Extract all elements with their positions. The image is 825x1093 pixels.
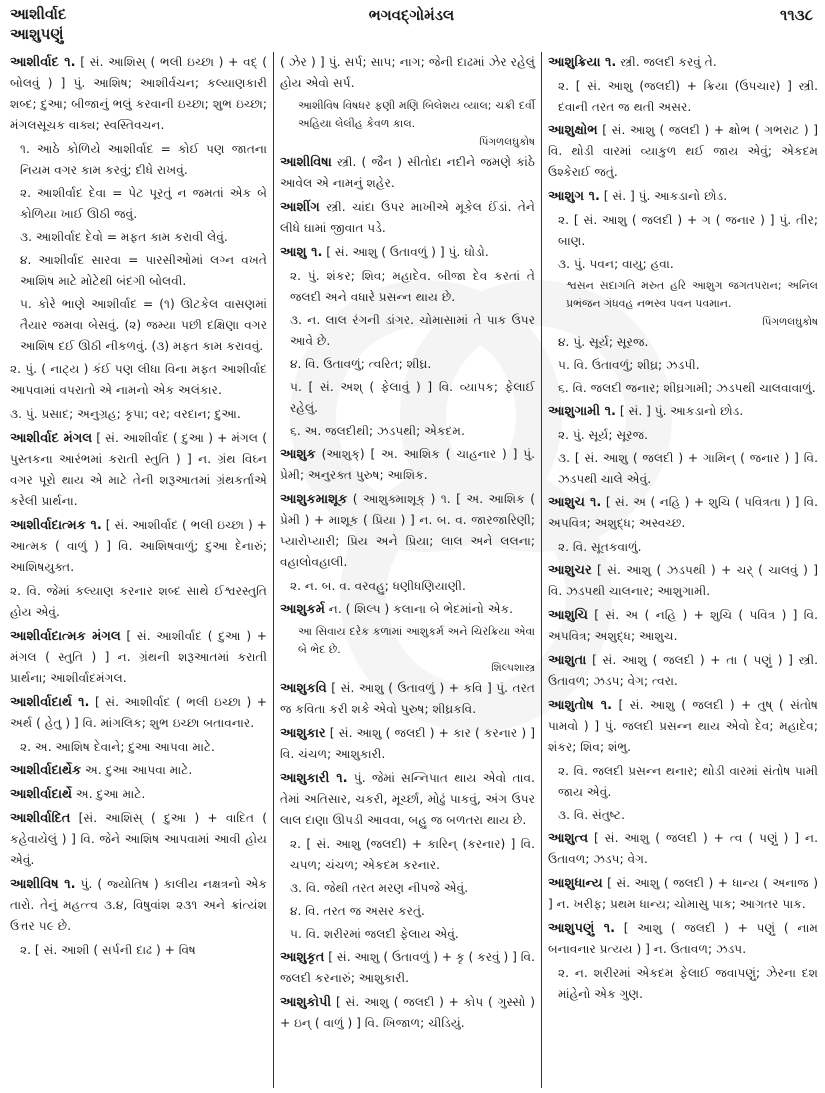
sense-definition: ૫. વિ. ઉતાવળું; શીઘ્ર; ઝડપી. <box>558 358 700 372</box>
dictionary-entry <box>280 444 535 486</box>
page-number: ૧૧૩૮ <box>780 6 813 24</box>
definition-text: પું. ( જ્યોતિષ ) કાલીય નક્ષત્રનો એક તારો. તેનું મહત્ત્વ ૩.૪, વિષુવાંશ ૨૩૧ અને ક્રાંત્યંશ ઉત્તર ૫૯ છે. <box>10 877 268 933</box>
headword: આશુપણું ૧. <box>548 921 616 936</box>
sense-definition: ૫. કોરે ભાણે આશીર્વાદ = (૧) ઊટકેલ વાસણમાં તૈયાર જમવા બેસવું. (૨) જમ્યા પછી દક્ષિણા વગર આશિષ દઈ ઊઠી નીકળવું. (૩) મફત કામ કરાવવું. <box>20 297 267 353</box>
sense-definition: ૩. પું. પવન; વાયુ; હવા. <box>558 257 674 271</box>
page-header <box>10 4 813 50</box>
headword: આશીર્વાદ મંગલ <box>10 431 93 446</box>
dictionary-entry <box>10 808 267 871</box>
sense-definition: ૪. પું. સૂર્ય; સૂરજ. <box>558 335 649 349</box>
headword: આશુતા <box>548 653 587 668</box>
sense-definition: ૨. ન. શરીરમાં એકદમ ફેલાઈ જવાપણું; ઝેરના દશ માંહેનો એક ગુણ. <box>558 966 818 1001</box>
dictionary-entry <box>10 515 267 578</box>
headword: આશુકારી ૧. <box>280 771 348 786</box>
dictionary-entry <box>280 489 535 573</box>
definition-text: [ સં. આશીર્વાદ ( દુઆ ) + મંગલ ( સ્તુતિ ) ] ન. ગ્રંથની શરૂઆતમાં કરાતી પ્રાર્થના; આશીર્વાદમંગલ. <box>10 629 267 685</box>
headword: આશુત્વ <box>548 831 589 846</box>
dictionary-entry <box>280 723 535 765</box>
dictionary-entry <box>548 401 818 422</box>
headword: આશુગ ૧. <box>548 189 600 204</box>
sense-definition: ૪. વિ. તરત જ અસર કરતું. <box>290 904 425 918</box>
headword: આશુ ૧. <box>280 245 323 260</box>
sense-definition: ૩. ન. લાલ રંગની ડાંગર. ચોમાસામાં તે પાક ઉપર આવે છે. <box>290 313 535 348</box>
dictionary-columns <box>8 52 820 1088</box>
headword: આશીર્વાદાર્થેક <box>10 763 82 778</box>
sense-definition: ૧. આઠે કોળિયે આશીર્વાદ = કોઈ પણ જાતના નિયમ વગર કામ કરવું; દીધે રાખવું. <box>20 142 267 177</box>
headword: આશીર્વાદાર્થે <box>10 787 72 802</box>
column-right <box>542 52 820 1088</box>
dictionary-entry <box>280 52 535 94</box>
sense-definition: ૨. વિ. જલદી પ્રસન્ન થનાર; થોડી વારમાં સંતોષ પામી જાય એવું. <box>558 764 818 799</box>
dictionary-entry <box>280 678 535 720</box>
headword: આશુક <box>280 447 316 462</box>
headword: આશુકમાશૂક <box>280 492 348 507</box>
definition-text: [ સં. આશુ ( જલદી ) + તુષ્ ( સંતોષ પામવો ) ] પું. જલદી પ્રસન્ન થાય એવો દેવ; મહાદેવ; શંકર; શિવ; શંભુ. <box>548 698 818 754</box>
sense-definition: ૬. અ. જલદીથી; ઝડપથી; એકદમ. <box>290 424 465 438</box>
dictionary-entry <box>280 947 535 989</box>
citation-source: પિંગળલઘુકોષ <box>479 136 535 148</box>
headword: આશુગામી ૧. <box>548 404 616 419</box>
dictionary-entry <box>10 52 267 136</box>
definition-text: [ સં. આશુ ( જલદી ) + ત્વ ( પણું ) ] ન. ઉતાવળ; ઝડપ; વેગ. <box>548 831 818 866</box>
book-title: ભગવદ્ગોમંડલ <box>368 6 455 24</box>
dictionary-entry <box>280 152 535 194</box>
definition-text: [ સં. આશુ ( ઉતાવળું ) + કૃ ( કરવું ) ] વિ. જલદી કરનારું; આશુકારી. <box>280 950 535 985</box>
definition-text: [ સં. આશુ ( જલદી ) + ધાન્ય ( અનાજ ) ] ન. ખરીફ; પ્રથમ ધાન્ય; ચોમાસુ પાક; આગતર પાક. <box>548 876 818 911</box>
headword: આશુધાન્ય <box>548 876 603 891</box>
sense-definition: ૨. [ સં. આશુ (જલદી) + ક્રિયા (ઉપચાર) ] સ્ત્રી. દવાની તરત જ થતી અસર. <box>558 79 818 114</box>
definition-text: ( આશુક્માશૂક્ ) ૧. [ અ. આશિક ( પ્રેમી ) + માશૂક ( પ્રિયા ) ] ન. બ. વ. જારજારિણી; પ્યારોપ્યારી; પ્રિય અને પ્રિયા; લાલ અને લલના; વહાલોવહાલી. <box>280 492 535 569</box>
column-middle <box>274 52 542 1088</box>
definition-text: સ્ત્રી. ચાંદા ઉપર માખીએ મૂકેલ ઈંડાં. તેને લીધે ઘામાં જીવાત પડે. <box>280 200 535 235</box>
sense-definition: ૨. આશીર્વાદ દેવા = પેટ પૂરતું ન જમતાં એક બે કોળિયા ખાઈ ઊઠી જવું. <box>20 186 267 221</box>
sense-definition: ૨. ન. બ. વ. વરવહુ; ધણીધણિયાણી. <box>290 579 466 593</box>
headword: આશીંગ <box>280 200 320 215</box>
dictionary-entry <box>548 186 818 207</box>
dictionary-entry <box>548 873 818 915</box>
definition-text: [ આશુ ( જલદી ) + પણું ( નામ બનાવનાર પ્રત્યય ) ] ન. ઉતાવળ; ઝડપ. <box>548 921 818 956</box>
citation-source: શિલ્પશાસ્ત્ર <box>491 662 535 674</box>
dictionary-entry <box>10 874 267 937</box>
definition-text: અ. દુઆ માટે. <box>71 787 146 801</box>
sense-definition: ૨. પું. સૂર્ય; સૂરજ. <box>558 428 648 442</box>
sense-definition: ૨. પું. શંકર; શિવ; મહાદેવ. બીજા દેવ કરતાં તે જલદી અને વધારે પ્રસન્ન થાય છે. <box>290 269 535 304</box>
dictionary-entry <box>280 242 535 263</box>
dictionary-entry <box>10 581 267 623</box>
dictionary-entry <box>280 197 535 239</box>
definition-text: [સં. આશિસ્ ( દુઆ ) + વાદિત ( કહેવાયેલું ) ] વિ. જેને આશિષ આપવામાં આવી હોય એવું. <box>10 811 267 867</box>
sense-definition: ૪. આશીર્વાદ સારવા = પારસીઓમાં લગ્ન વખતે આશિષ માટે મોટેથી બંદગી બોલવી. <box>20 253 267 288</box>
definition-text: [ સં. ] પું. આકડાનો છોડ. <box>599 189 728 203</box>
dictionary-entry <box>280 768 535 831</box>
definition-text: [ સં. આશુ ( જલદી ) + કાર ( કરનાર ) ] વિ. ચંચળ; આશુકારી. <box>280 726 535 761</box>
dictionary-entry <box>548 560 818 602</box>
dictionary-entry <box>10 626 267 689</box>
dictionary-entry <box>548 828 818 870</box>
definition-text: [ સં. આશિસ્ ( ભલી ઇચ્છા ) + વદ્ ( બોલવું ) ] પું. આશિષ; આશીર્વચન; કલ્યાણકારી શબ્દ; દુઆ; બીજાનું ભલું કરવાની ઇચ્છા; શુભ ઇચ્છા; મંગલસૂચક વાક્ય; સ્વસ્તિવચન. <box>10 55 267 132</box>
citation-source: પિંગળલઘુકોષ <box>762 316 818 328</box>
definition-text: [ સં. આશુ ( જલદી ) + ક્ષોભ ( ગભરાટ ) ] વિ. થોડી વારમાં વ્યાકુળ થઈ જાય એવું; એકદમ ઉશ્કેરાઈ જતું. <box>548 123 818 179</box>
dictionary-entry <box>548 918 818 960</box>
definition-text: ( ઝેર ) ] પું. સર્પ; સાપ; નાગ; જેની દાઢમાં ઝેર રહેલું હોય એવો સર્પ. <box>280 55 535 90</box>
headword: આશીર્વાદ ૧. <box>10 55 76 70</box>
sense-definition: ૫. વિ. શરીરમાં જલદી ફેલાય એવું. <box>290 927 459 941</box>
sense-definition: ૩. [ સં. આશુ ( જલદી ) + ગામિન્ ( જનાર ) ] વિ. ઝડપથી ચાલે એવું. <box>558 451 818 486</box>
guide-word-first: આશીર્વાદ <box>10 5 67 23</box>
headword: આશીર્વાદાત્મક ૧. <box>10 518 102 533</box>
headword: આશુકોપી <box>280 995 332 1010</box>
sense-definition: ૨. વિ. સૂતકવાળું. <box>558 540 642 554</box>
headword: આશુચિ <box>548 608 588 623</box>
dictionary-entry <box>10 760 267 781</box>
dictionary-entry <box>280 599 535 620</box>
definition-text: [ સં. આશીર્વાદ ( ભલી ઇચ્છા ) + અર્થ ( હેતુ ) ] વિ. માંગલિક; શુભ ઇચ્છા બતાવનાર. <box>10 695 267 730</box>
headword: આશીર્વાદાત્મક મંગલ <box>10 629 121 644</box>
headword: આશીવિષ ૧. <box>10 877 76 892</box>
headword: આશુક્ષોભ <box>548 123 598 138</box>
headword: આશુક્રિયા ૧. <box>548 55 617 70</box>
dictionary-entry <box>10 404 267 425</box>
headword: આશુતોષ ૧. <box>548 698 613 713</box>
dictionary-entry <box>10 428 267 512</box>
definition-text: [ સં. ] પું. આકડાનો છોડ. <box>615 404 744 418</box>
sense-definition: ૪. વિ. ઉતાવળું; ત્વરિત; શીઘ્ર. <box>290 357 432 371</box>
citation-quote: શ્વસન સદાગતિ મરુત હરિ આશુગ જગતપરાન; અનિલ પ્રભંજન ગંધવહ નભસ્વ પવન પવમાન. <box>566 279 818 310</box>
definition-text: [ સં. આશુ ( જલદી ) + તા ( પણું ) ] સ્ત્રી. ઉતાવળ; ઝડપ; વેગ; ત્વરા. <box>548 653 818 688</box>
column-left <box>8 52 274 1088</box>
sense-definition: ૩. વિ. સંતુષ્ટ. <box>558 808 626 822</box>
definition-text: (આશુક્) [ અ. આશિક ( ચાહનાર ) ] પું. પ્રેમી; અનુરક્ત પુરુષ; આશિક. <box>280 447 535 482</box>
dictionary-entry <box>548 650 818 692</box>
guide-word-last: આશુપણું <box>10 25 64 43</box>
citation-quote: આ સિવાય દરેક કળામાં આશુકર્મ અને ચિરક્રિયા એવા બે ભેદ છે. <box>298 625 535 656</box>
dictionary-entry <box>548 695 818 758</box>
headword: આશુચ ૧. <box>548 495 602 510</box>
dictionary-entry <box>548 492 818 534</box>
headword: આશીર્વાદાર્થ ૧. <box>10 695 90 710</box>
headword: આશીવિષા <box>280 155 332 170</box>
headword: આશીર્વાદિત <box>10 811 71 826</box>
sense-definition: ૨. [ સં. આશી ( સર્પની દાઢ ) + વિષ <box>20 943 196 957</box>
definition-text: ૩. પું. પ્રસાદ; અનુગ્રહ; કૃપા; વર; વરદાન; દુઆ. <box>10 407 241 421</box>
dictionary-entry <box>10 692 267 734</box>
definition-text: ૨. વિ. જેમાં કલ્યાણ કરનાર શબ્દ સાથે ઈશ્વરસ્તુતિ હોય એવું. <box>10 584 267 619</box>
headword: આશુકાર <box>280 726 326 741</box>
definition-text: સ્ત્રી. જલદી કરવું તે. <box>616 55 717 69</box>
sense-definition: ૨. [ સં. આશુ ( જલદી ) + ગ ( જનાર ) ] પું. તીર; બાણ. <box>558 213 818 248</box>
dictionary-entry <box>548 120 818 183</box>
definition-text: ન. ( શિલ્પ ) કલાના બે ભેદમાંનો એક. <box>324 602 514 616</box>
dictionary-entry <box>10 784 267 805</box>
dictionary-entry <box>280 992 535 1034</box>
headword: આશુકર્મ <box>280 602 325 617</box>
definition-text: [ સં. આશીર્વાદ ( ભલી ઇચ્છા ) + આત્મક ( વાળું ) ] વિ. આશિષવાળું; દુઆ દેનારું; આશિષયુક્ત. <box>10 518 267 574</box>
headword: આશુકૃત <box>280 950 325 965</box>
definition-text: સ્ત્રી. ( જૈન ) સીતોદા નદીને જમણે કાંઠે આવેલ એ નામનું શહેર. <box>280 155 535 190</box>
definition-text: [ સં. આશુ ( ઉતાવળું ) ] પું. ઘોડો. <box>322 245 489 259</box>
definition-text: અ. દુઆ આપવા માટે. <box>81 763 193 777</box>
dictionary-entry <box>548 605 818 647</box>
definition-text: [ સં. આશીર્વાદ ( દુઆ ) + મંગલ ( પુસ્તકના આરંભમાં કરાતી સ્તુતિ ) ] ન. ગ્રંથ વિઘ્ન વગર પૂરો થાય એ માટે તેની શરૂઆતમાં ગ્રંથકર્તાએ કરેલી પ્રાર્થના. <box>10 431 267 508</box>
headword: આશુચર <box>548 563 592 578</box>
definition-text: [ સં. આશુ ( જલદી ) + કોપ ( ગુસ્સો ) + ઇન્ ( વાળું ) ] વિ. ખિજાળ; ચીડિયું. <box>280 995 535 1030</box>
sense-definition: ૩. વિ. જેથી તરત મરણ નીપજે એવું. <box>290 881 469 895</box>
definition-text: [ સં. આશુ ( ઉતાવળું ) + કવિ ] પું. તરત જ કવિતા કરી શકે એવો પુરુષ; શીઘ્રકવિ. <box>280 681 535 716</box>
definition-text: [ સં. અ ( નહિ ) + શુચિ ( પવિત્રતા ) ] વિ. અપવિત્ર; અશુદ્ધ; અસ્વચ્છ. <box>548 495 818 530</box>
sense-definition: ૩. આશીર્વાદ દેવો = મફત કામ કરાવી લેવું. <box>20 230 228 244</box>
headword: આશુકવિ <box>280 681 327 696</box>
sense-definition: ૨. અ. આશિષ દેવાને; દુઆ આપવા માટે. <box>20 740 215 754</box>
sense-definition: ૨. [ સં. આશુ (જલદી) + કારિન્ (કરનાર) ] વિ. ચપળ; ચંચળ; એકદમ કરનાર. <box>290 837 535 872</box>
dictionary-entry <box>548 52 818 73</box>
definition-text: [ સં. અ ( નહિ ) + શુચિ ( પવિત્ર ) ] વિ. અપવિત્ર; અશુદ્ધ; આશુચ. <box>548 608 818 643</box>
sense-definition: ૫. [ સં. અશ્ ( ફેલાવું ) ] વિ. વ્યાપક; ફેલાઈ રહેલું. <box>290 380 535 415</box>
definition-text: ૨. પું. ( નાટ્ય ) કંઈ પણ લીધા વિના મફત આશીર્વાદ આપવામાં વપરાતો એ નામનો એક અલંકાર. <box>10 362 267 397</box>
sense-definition: ૬. વિ. જલદી જનાર; શીઘ્રગામી; ઝડપથી ચાલવાવાળું. <box>558 381 816 395</box>
definition-text: પું. જેમાં સન્નિપાત થાય એવો તાવ. તેમાં અતિસાર, ચકરી, મૂર્ચ્છા, મોઢું પાકવું, અંગ ઉપર લાલ દાણા ઊપડી આવવા, બહુ જ બળતરા થાય છે. <box>280 771 535 827</box>
definition-text: [ સં. આશુ ( ઝડપથી ) + ચર્ ( ચાલવું ) ] વિ. ઝડપથી ચાલનાર; આશુગામી. <box>548 563 818 598</box>
dictionary-entry <box>10 359 267 401</box>
citation-quote: આશીવિષ વિષધર ફણી મણિ બિલેશય વ્યાલ; ચક્રી દર્વી અહિયા લેલીહ કેવળ કાલ. <box>298 99 535 130</box>
